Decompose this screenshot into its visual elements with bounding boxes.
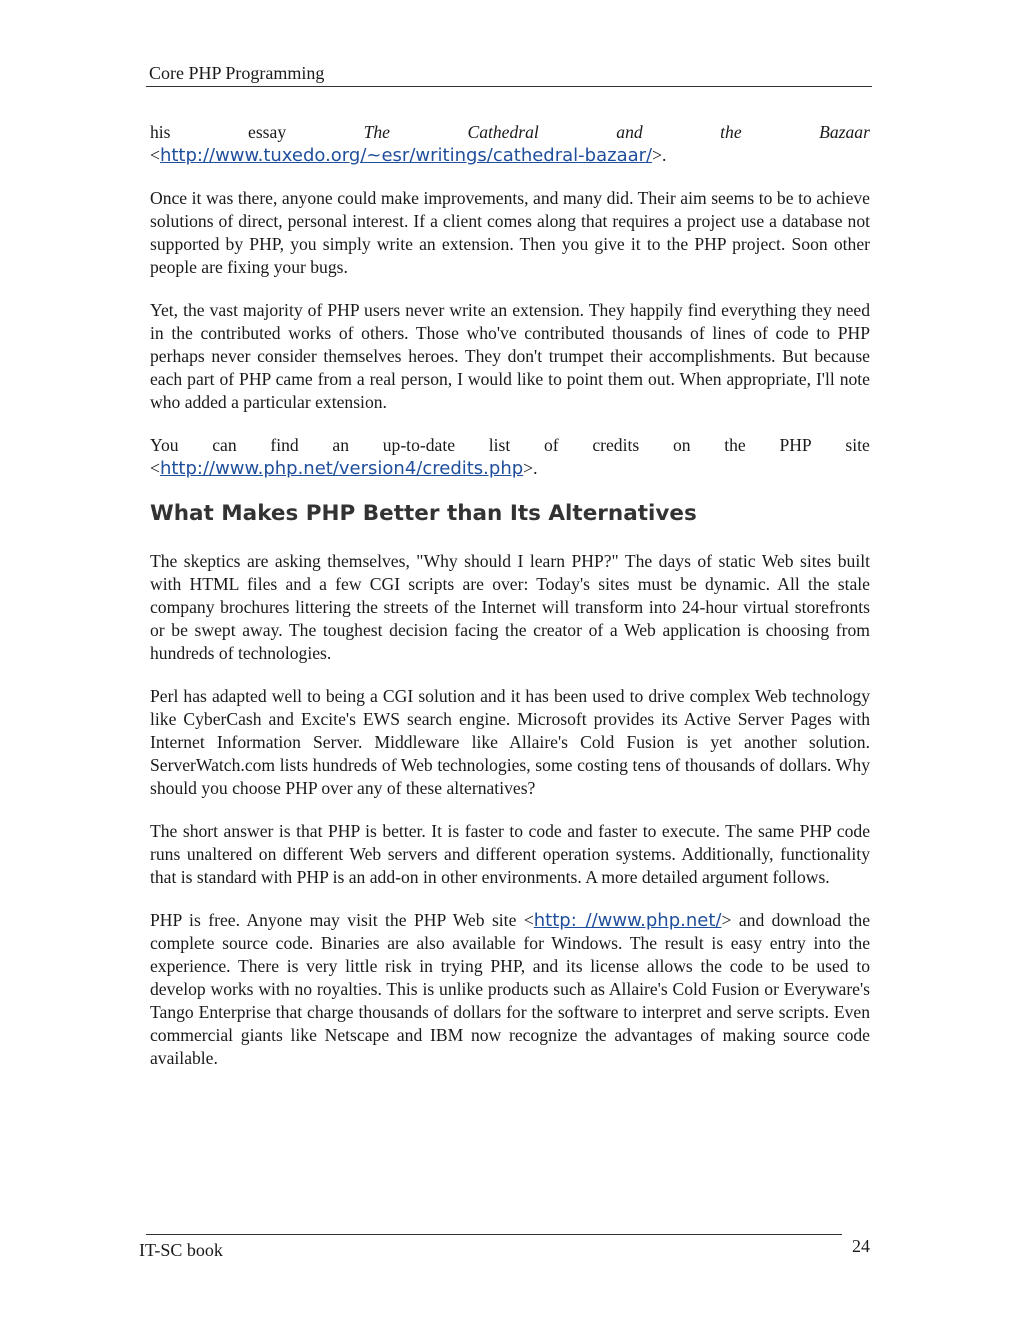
angle-close: >. bbox=[652, 145, 667, 165]
justified-line bbox=[150, 434, 870, 457]
section-paragraph-3: The short answer is that PHP is better. It is faster to code and faster to execute. The same PHP code runs unaltered on different Web servers and different operation systems. Additionally, functionality that is standard with PHP is an add-on in other environments. A more detailed argument follows. bbox=[150, 821, 870, 887]
intro-paragraph-1 bbox=[150, 121, 870, 167]
word: site bbox=[845, 435, 870, 455]
word: can bbox=[212, 435, 237, 455]
php-credits-link[interactable]: http://www.php.net/version4/credits.php bbox=[159, 458, 524, 479]
intro-paragraph-2: Once it was there, anyone could make improvements, and many did. Their aim seems to be to achieve solutions of direct, personal interest. If a client comes along that requires a project use a database not supported by PHP, you simply write an extension. Then you give it to the PHP project. Soon other people are fixing your bugs. bbox=[150, 188, 870, 277]
intro-paragraph-4 bbox=[150, 434, 870, 480]
cathedral-bazaar-link[interactable]: http://www.tuxedo.org/~esr/writings/cathedral-bazaar/ bbox=[159, 145, 653, 166]
word: of bbox=[543, 435, 559, 455]
word: credits bbox=[592, 435, 640, 455]
section-paragraph-4 bbox=[150, 909, 870, 1070]
angle-close: >. bbox=[523, 458, 538, 478]
book-title-word: and bbox=[616, 122, 643, 142]
php-site-link[interactable]: http: //www.php.net/ bbox=[533, 910, 722, 931]
book-title-word: Bazaar bbox=[819, 122, 870, 142]
section-paragraph-2: Perl has adapted well to being a CGI solution and it has been used to drive complex Web technology like CyberCash and Excite's EWS search engine. Microsoft provides its Active Server Pages with Internet Information Server. Middleware like Allaire's Cold Fusion is yet another solution. ServerWatch.com lists hundreds of Web technologies, some costing tens of thousands of dollars. Why should you choose PHP over any of these alternatives? bbox=[150, 686, 870, 798]
book-title-word: Cathedral bbox=[467, 122, 539, 142]
book-title-word: The bbox=[363, 122, 390, 142]
intro-paragraph-3: Yet, the vast majority of PHP users never write an extension. They happily find everything they need in the contributed works of others. Those who've contributed thousands of lines of code to PHP perhaps never consider themselves heroes. They don't trumpet their accomplishments. But because each part of PHP came from a real person, I would like to point them out. When appropriate, I'll note who added a particular extension. bbox=[150, 300, 870, 412]
header-rule bbox=[146, 86, 872, 87]
section-heading: What Makes PHP Better than Its Alternatives bbox=[150, 501, 697, 526]
page-body bbox=[150, 121, 870, 1090]
word: on bbox=[672, 435, 691, 455]
section-paragraph-1: The skeptics are asking themselves, "Why should I learn PHP?" The days of static Web sites built with HTML files and a few CGI scripts are over: Today's sites must be dynamic. All the stale company brochures littering the streets of the Internet will transform into 24-hour virtual storefronts or be swept away. The toughest decision facing the creator of a Web application is choosing from hundreds of technologies. bbox=[150, 551, 870, 663]
word: the bbox=[724, 435, 746, 455]
word: an bbox=[332, 435, 350, 455]
word: PHP bbox=[779, 435, 812, 455]
word: list bbox=[488, 435, 511, 455]
word: his bbox=[150, 122, 171, 142]
text-before-link: PHP is free. Anyone may visit the PHP Web site < bbox=[150, 910, 534, 930]
angle-open: < bbox=[150, 458, 160, 478]
justified-line bbox=[150, 121, 870, 144]
page-number: 24 bbox=[852, 1236, 870, 1256]
text-after-link: > and download the complete source code. Binaries are also available for Windows. The result is easy entry into the experience. There is very little risk in trying PHP, and its license allows the code to be used to develop works with no royalties. This is unlike products such as Allaire's Cold Fusion or Everyware's Tango Enterprise that charge thousands of dollars for the software to interpret and serve scripts. Even commercial giants like Netscape and IBM now recognize the advantages of making source code available. bbox=[150, 910, 870, 1068]
word: essay bbox=[248, 122, 287, 142]
footer-rule bbox=[146, 1234, 842, 1235]
word: You bbox=[150, 435, 179, 455]
word: find bbox=[270, 435, 299, 455]
running-header: Core PHP Programming bbox=[149, 63, 325, 83]
angle-open: < bbox=[150, 145, 160, 165]
footer-book-name: IT-SC book bbox=[139, 1240, 223, 1260]
book-title-word: the bbox=[720, 122, 742, 142]
word: up-to-date bbox=[382, 435, 456, 455]
